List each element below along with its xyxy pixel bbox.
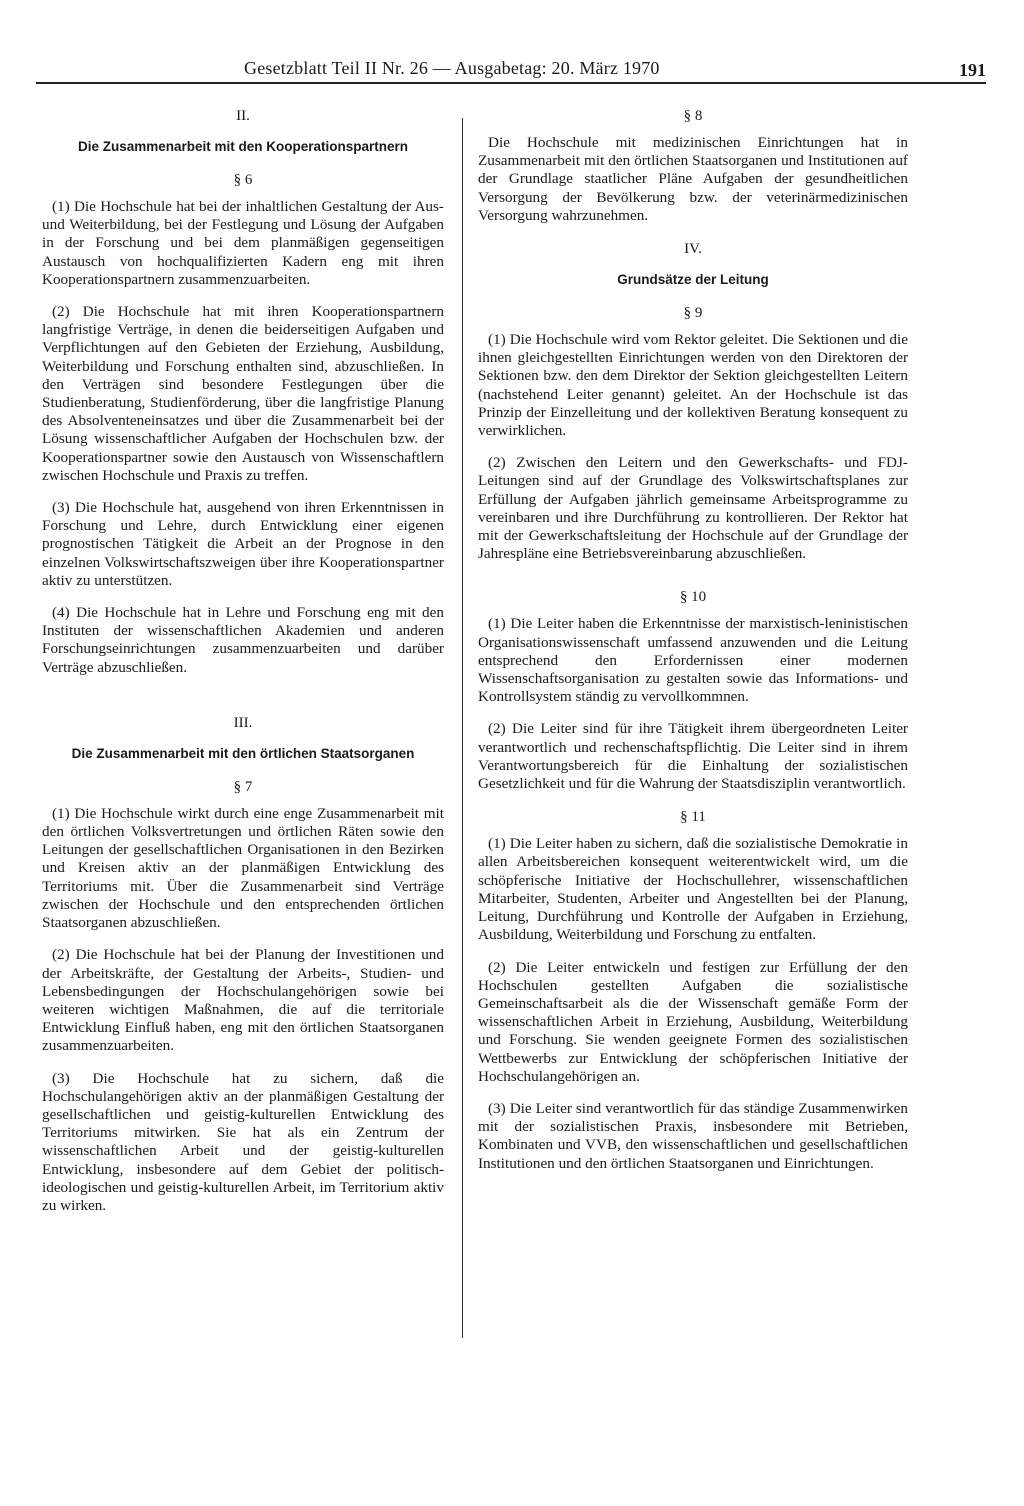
paragraph: (1) Die Hochschule wird vom Rektor geleitet. Die Sektionen und die ihnen gleichgestellten Einrichtungen werden von den Direktoren der Sektionen bzw. den dem Direktor der Sektion gleichgestellten Leitern (nachstehend Leiter genannt) geleitet. An der Hochschule ist das Prinzip der Einzelleitung und der kollektiven Beratung konsequent zu verwirklichen. xyxy=(478,331,908,440)
section-number: § 11 xyxy=(680,809,706,826)
paragraph: (3) Die Hochschule hat zu sichern, daß die Hochschulangehörigen aktiv an der planmäßigen Gestaltung der gesellschaftlichen und geistig-kulturellen Entwicklung des Territoriums mitwirken. Sie hat als ein Zentrum der wissenschaftlichen Arbeit und der geistig-kulturellen Entwicklung, insbesondere auf dem Gebiet der politisch-ideologischen und geistig-kulturellen Arbeit, im Territorium aktiv zu wirken. xyxy=(42,1069,444,1214)
paragraph: (2) Die Leiter sind für ihre Tätigkeit ihrem übergeordneten Leiter verantwortlich und rechenschaftspflichtig. Die Leiter sind in ihrem Verantwortungsbereich für die Einhaltung der sozialistischen Gesetzlichkeit und für die Wahrung der Staatsdisziplin verantwortlich. xyxy=(478,720,908,793)
paragraph: Die Hochschule mit medizinischen Einrichtungen hat in Zusammenarbeit mit den örtlichen Staatsorganen und Institutionen auf der Grundlage staatlicher Pläne Aufgaben der gesundheitlichen Versorgung der Bevölkerung bzw. der veterinärmedizinischen Versorgung wahrzunehmen. xyxy=(478,134,908,224)
paragraph: (2) Zwischen den Leitern und den Gewerkschafts- und FDJ-Leitungen sind auf der Grundlage des Volkswirtschaftsplanes zur Erfüllung der Aufgaben jährlich gemeinsame Arbeitsprogramme zu vereinbaren und ihre Durchführung zu kontrollieren. Der Rektor hat mit der Gewerkschaftsleitung der Hochschule auf der Grundlage der Jahrespläne eine Betriebsvereinbarung abzuschließen. xyxy=(478,454,908,563)
paragraph: (3) Die Hochschule hat, ausgehend von ihren Erkenntnissen in Forschung und Lehre, durch Entwicklung einer eigenen prognostischen Tätigkeit die Arbeit an der Prognose in den einzelnen Volkswirtschaftszweigen über ihre Kooperationspartner aktiv zu unterstützen. xyxy=(42,499,444,589)
part-title: Die Zusammenarbeit mit den örtlichen Staatsorganen xyxy=(71,745,415,761)
section-number: § 8 xyxy=(683,108,703,124)
paragraph: (2) Die Hochschule hat bei der Planung der Investitionen und der Arbeitskräfte, der Gestaltung der Arbeits-, Studien- und Lebensbedingungen der Hochschulangehörigen sowie bei weiteren wichtigen Maßnahmen, die auf die territoriale Entwicklung Einfluß haben, eng mit den örtlichen Staatsorganen zusammenzuarbeiten. xyxy=(42,946,444,1055)
column-divider xyxy=(462,118,463,1338)
paragraph: (2) Die Leiter entwickeln und festigen zur Erfüllung der den Hochschulen gestellten Aufgaben die sozialistische Gemeinschaftsarbeit als die der Wissenschaft gemäße Form der wissenschaftlichen Arbeit in Erziehung, Ausbildung, Weiterbildung und Forschung. Sie wenden geeignete Formen des sozialistischen Wettbewerbs zur Entwicklung der schöpferischen Initiative der Hochschulangehörigen an. xyxy=(478,958,908,1085)
spacer xyxy=(478,577,908,587)
paragraph: (1) Die Leiter haben die Erkenntnisse der marxistisch-leninistischen Organisationswissenschaft umfassend anzuwenden und die Leitung entsprechend den Erfordernissen einer modernen Wissenschaftsorganisation zu gestalten sowie das Informations- und Kontrollsystem ständig zu vervollkommnen. xyxy=(478,615,908,706)
section-number: § 10 xyxy=(679,589,707,606)
part-title: Grundsätze der Leitung xyxy=(617,272,769,288)
header-title: Gesetzblatt Teil II Nr. 26 — Ausgabetag: 20. März 1970 xyxy=(244,58,660,78)
paragraph: (2) Die Hochschule hat mit ihren Kooperationspartnern langfristige Verträge, in denen die beiderseitigen Aufgaben und Verpflichtungen auf den Gebieten der Erziehung, Ausbildung, Weiterbildung und Forschung enthalten sind, abzuschließen. In den Verträgen sind besondere Festlegungen über die Studienberatung, Studienförderung, über die langfristige Planung des Absolventeneinsatzes und über die Zusammenarbeit bei der Lösung wissenschaftlicher Aufgaben der Hochschulen bzw. der Kooperationspartner sowie den Austausch von Wissenschaftlern zwischen Hochschule und Praxis zu treffen. xyxy=(42,303,444,484)
page-number: 191 xyxy=(959,60,986,80)
paragraph: (1) Die Hochschule wirkt durch eine enge Zusammenarbeit mit den örtlichen Volksvertretungen und örtlichen Räten sowie den Leitungen der gesellschaftlichen Organisationen in den Bezirken und Kreisen aktiv an der planmäßigen Entwicklung des Territoriums mit. Über die Zusammenarbeit sind Verträge zwischen der Hochschule und den entsprechenden örtlichen Staatsorganen abzuschließen. xyxy=(42,804,444,932)
paragraph: (1) Die Leiter haben zu sichern, daß die sozialistische Demokratie in allen Arbeitsbereichen konsequent weiterentwickelt wird, um die schöpferische Initiative der Hochschullehrer, wissenschaftlichen Mitarbeiter, Studenten, Arbeiter und Angestellten bei der Planung, Leitung, Durchführung und Kontrolle der Aufgaben in Erziehung, Ausbildung, Weiterbildung und Forschung zu entfalten. xyxy=(478,835,908,944)
part-numeral: IV. xyxy=(684,241,702,258)
part-title: Die Zusammenarbeit mit den Kooperationspartnern xyxy=(77,139,409,154)
spacer xyxy=(42,691,444,713)
section-number: § 9 xyxy=(683,305,703,322)
paragraph: (3) Die Leiter sind verantwortlich für das ständige Zusammenwirken mit der sozialistischen Praxis, insbesondere mit Betrieben, Kombinaten und VVB, den wissenschaftlichen und gesellschaftlichen Institutionen und den örtlichen Staatsorganen und Einrichtungen. xyxy=(478,1099,908,1172)
paragraph: (4) Die Hochschule hat in Lehre und Forschung eng mit den Instituten der wissenschaftlichen Akademien und anderen Forschungseinrichtungen zusammenzuarbeiten und darüber Verträge abzuschließen. xyxy=(42,604,444,676)
section-number: § 6 xyxy=(233,172,253,188)
paragraph: (1) Die Hochschule hat bei der inhaltlichen Gestaltung der Aus- und Weiterbildung, bei der Festlegung und Lösung der Aufgaben in der Forschung und bei dem planmäßigen gegenseitigen Austausch von hochqualifizierten Kadern eng mit ihren Kooperationspartnern zusammenzuarbeiten. xyxy=(42,198,444,288)
right-column xyxy=(478,106,908,1187)
section-number: § 7 xyxy=(233,778,253,795)
part-numeral: III. xyxy=(233,714,253,731)
left-column xyxy=(42,106,444,1229)
page-header xyxy=(36,56,986,84)
part-numeral: II. xyxy=(236,108,250,124)
